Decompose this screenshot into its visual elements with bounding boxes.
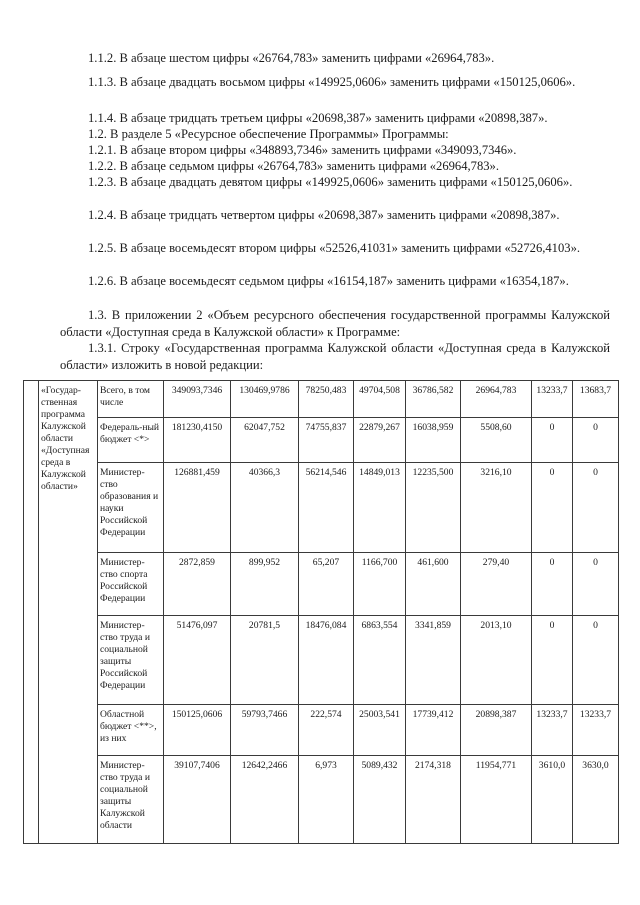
row-label: Министер-ство спорта Российской Федерации bbox=[98, 553, 164, 616]
row-label: Областной бюджет <**>, из них bbox=[98, 705, 164, 756]
value-cell: 49704,508 bbox=[354, 381, 406, 418]
value-cell: 11954,771 bbox=[461, 756, 532, 844]
value-cell: 0 bbox=[573, 553, 619, 616]
table-row bbox=[24, 616, 619, 705]
paragraph-1-2-6: 1.2.6. В абзаце восемьдесят седьмом цифры «16154,187» заменить цифрами «16354,187». bbox=[88, 274, 569, 288]
value-cell: 0 bbox=[532, 616, 573, 705]
paragraph-1-2-3: 1.2.3. В абзаце двадцать девятом цифры «149925,0606» заменить цифрами «150125,0606». bbox=[88, 175, 573, 189]
table-row bbox=[24, 418, 619, 463]
row-label: Министер-ство труда и социальной защиты Калужской области bbox=[98, 756, 164, 844]
row-label: Всего, в том числе bbox=[98, 381, 164, 418]
table-row bbox=[24, 463, 619, 553]
paragraph-1-2-4: 1.2.4. В абзаце тридцать четвертом цифры «20698,387» заменить цифрами «20898,387». bbox=[88, 208, 560, 222]
value-cell: 0 bbox=[573, 463, 619, 553]
value-cell: 59793,7466 bbox=[231, 705, 299, 756]
paragraph-1-2-1: 1.2.1. В абзаце втором цифры «348893,7346» заменить цифрами «349093,7346». bbox=[88, 143, 517, 157]
value-cell: 12642,2466 bbox=[231, 756, 299, 844]
paragraph-1-2-2: 1.2.2. В абзаце седьмом цифры «26764,783» заменить цифрами «26964,783». bbox=[88, 159, 499, 173]
value-cell: 18476,084 bbox=[299, 616, 354, 705]
value-cell: 3341,859 bbox=[406, 616, 461, 705]
value-cell: 20781,5 bbox=[231, 616, 299, 705]
value-cell: 51476,097 bbox=[164, 616, 231, 705]
value-cell: 1166,700 bbox=[354, 553, 406, 616]
table-row bbox=[24, 381, 619, 418]
value-cell: 12235,500 bbox=[406, 463, 461, 553]
value-cell: 150125,0606 bbox=[164, 705, 231, 756]
value-cell: 2174,318 bbox=[406, 756, 461, 844]
value-cell: 13233,7 bbox=[532, 381, 573, 418]
value-cell: 0 bbox=[573, 418, 619, 463]
paragraph-1-2: 1.2. В разделе 5 «Ресурсное обеспечение Программы» Программы: bbox=[88, 127, 449, 141]
value-cell: 65,207 bbox=[299, 553, 354, 616]
value-cell: 6,973 bbox=[299, 756, 354, 844]
value-cell: 899,952 bbox=[231, 553, 299, 616]
value-cell: 5089,432 bbox=[354, 756, 406, 844]
value-cell: 39107,7406 bbox=[164, 756, 231, 844]
value-cell: 78250,483 bbox=[299, 381, 354, 418]
value-cell: 6863,554 bbox=[354, 616, 406, 705]
value-cell: 16038,959 bbox=[406, 418, 461, 463]
value-cell: 13233,7 bbox=[573, 705, 619, 756]
value-cell: 74755,837 bbox=[299, 418, 354, 463]
paragraph-1-2-5: 1.2.5. В абзаце восемьдесят втором цифры «52526,41031» заменить цифрами «52726,4103». bbox=[88, 241, 581, 255]
value-cell: 0 bbox=[573, 616, 619, 705]
resource-table bbox=[23, 380, 619, 844]
value-cell: 22879,267 bbox=[354, 418, 406, 463]
value-cell: 130469,9786 bbox=[231, 381, 299, 418]
blank-cell bbox=[24, 381, 39, 844]
value-cell: 25003,541 bbox=[354, 705, 406, 756]
value-cell: 17739,412 bbox=[406, 705, 461, 756]
paragraph-1-3: 1.3. В приложении 2 «Объем ресурсного обеспечения государственной программы Калужской области «Доступная среда в Калужской области» к Программе: bbox=[60, 308, 610, 339]
value-cell: 14849,013 bbox=[354, 463, 406, 553]
value-cell: 3216,10 bbox=[461, 463, 532, 553]
value-cell: 20898,387 bbox=[461, 705, 532, 756]
value-cell: 126881,459 bbox=[164, 463, 231, 553]
row-label: Министер-ство труда и социальной защиты Российской Федерации bbox=[98, 616, 164, 705]
table-row bbox=[24, 705, 619, 756]
value-cell: 2013,10 bbox=[461, 616, 532, 705]
value-cell: 279,40 bbox=[461, 553, 532, 616]
value-cell: 40366,3 bbox=[231, 463, 299, 553]
value-cell: 461,600 bbox=[406, 553, 461, 616]
value-cell: 26964,783 bbox=[461, 381, 532, 418]
row-label: Министер-ство образования и науки Российской Федерации bbox=[98, 463, 164, 553]
value-cell: 56214,546 bbox=[299, 463, 354, 553]
table-row bbox=[24, 553, 619, 616]
value-cell: 13683,7 bbox=[573, 381, 619, 418]
row-label: Федераль-ный бюджет <*> bbox=[98, 418, 164, 463]
program-name-cell: «Государ-ственная программа Калужской области «Доступная среда в Калужской области» bbox=[39, 381, 98, 844]
value-cell: 62047,752 bbox=[231, 418, 299, 463]
value-cell: 0 bbox=[532, 418, 573, 463]
value-cell: 13233,7 bbox=[532, 705, 573, 756]
value-cell: 2872,859 bbox=[164, 553, 231, 616]
value-cell: 222,574 bbox=[299, 705, 354, 756]
value-cell: 0 bbox=[532, 463, 573, 553]
value-cell: 349093,7346 bbox=[164, 381, 231, 418]
paragraph-1-1-2: 1.1.2. В абзаце шестом цифры «26764,783» заменить цифрами «26964,783». bbox=[88, 51, 495, 65]
value-cell: 181230,4150 bbox=[164, 418, 231, 463]
paragraph-1-1-4: 1.1.4. В абзаце тридцать третьем цифры «20698,387» заменить цифрами «20898,387». bbox=[88, 111, 548, 125]
paragraph-1-1-3: 1.1.3. В абзаце двадцать восьмом цифры «149925,0606» заменить цифрами «150125,0606». bbox=[88, 75, 576, 89]
value-cell: 0 bbox=[532, 553, 573, 616]
value-cell: 3630,0 bbox=[573, 756, 619, 844]
paragraph-1-3-1: 1.3.1. Строку «Государственная программа Калужской области «Доступная среда в Калужской области» изложить в новой редакции: bbox=[60, 341, 610, 372]
table-row bbox=[24, 756, 619, 844]
value-cell: 5508,60 bbox=[461, 418, 532, 463]
value-cell: 3610,0 bbox=[532, 756, 573, 844]
value-cell: 36786,582 bbox=[406, 381, 461, 418]
